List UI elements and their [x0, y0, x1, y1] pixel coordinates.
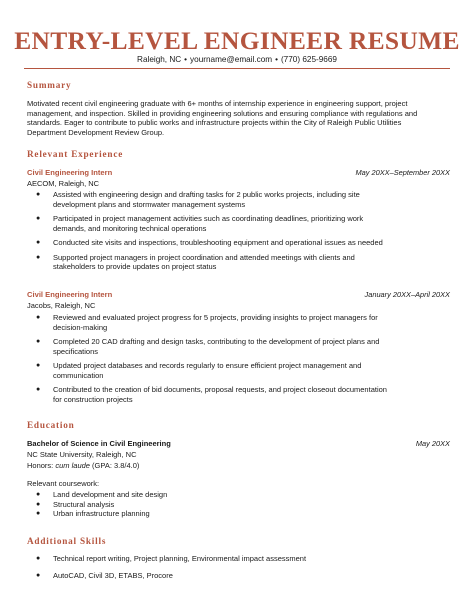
- contact-phone: (770) 625-9669: [280, 55, 337, 64]
- bullet-text: Land development and site design: [53, 490, 168, 499]
- bullet-text: communication: [53, 370, 104, 380]
- contact-separator: •: [184, 55, 188, 64]
- bullet-text: Completed 20 CAD drafting and design tasks, contributing to the development of project plans and: [53, 337, 380, 346]
- summary-line: management, and inspection. Skilled in providing engineering solutions and ensuring compliance with regulations and: [27, 108, 418, 118]
- bullet-text: Participated in project management activities such as coordinating deadlines, prioritizing work: [53, 214, 364, 223]
- coursework-item: [36, 490, 436, 500]
- bullet-text: demands, and monitoring technical operations: [53, 223, 207, 233]
- resume-title: ENTRY-LEVEL ENGINEER RESUME: [14, 26, 460, 55]
- job-bullet: [36, 385, 436, 404]
- bullet-icon: ●: [36, 571, 41, 579]
- job-bullets: [36, 190, 436, 272]
- bullet-icon: ●: [36, 338, 41, 345]
- skills-heading: Additional Skills: [27, 536, 107, 546]
- job-dates: May 20XX–September 20XX: [355, 168, 450, 177]
- bullet-icon: ●: [36, 191, 41, 198]
- education-heading: Education: [27, 420, 75, 430]
- bullet-text: Reviewed and evaluated project progress for 5 projects, providing insights to project managers for: [53, 313, 378, 322]
- bullet-icon: ●: [36, 253, 41, 261]
- bullet-text: decision-making: [53, 322, 108, 332]
- bullet-icon: ●: [36, 215, 41, 222]
- bullet-text: specifications: [53, 346, 99, 356]
- job-bullet: [36, 214, 436, 233]
- skill-item: [36, 571, 436, 581]
- honors-value: cum laude: [55, 461, 90, 470]
- bullet-icon: ●: [36, 500, 41, 508]
- bullet-icon: ●: [36, 314, 41, 321]
- job-bullets: [36, 313, 436, 404]
- bullet-text: Assisted with engineering design and drafting tasks for 2 public works projects, including site: [53, 190, 360, 199]
- bullet-text: stakeholders to provide updates on project status: [53, 262, 217, 271]
- summary-line: Department Development Review Group.: [27, 127, 165, 137]
- skills-list: [36, 554, 436, 580]
- job-bullet: [36, 238, 436, 248]
- bullet-icon: ●: [36, 555, 41, 562]
- bullet-text: Technical report writing, Project planning, Environmental impact assessment: [53, 554, 307, 563]
- summary-paragraph: [27, 99, 447, 137]
- experience-heading: Relevant Experience: [27, 149, 124, 159]
- coursework-list: [36, 490, 436, 519]
- coursework-item: [36, 500, 436, 510]
- coursework-item: [36, 509, 436, 519]
- bullet-icon: ●: [36, 362, 41, 369]
- summary-line: Motivated recent civil engineering graduate with 6+ months of internship experience in engineering support, project: [27, 99, 408, 108]
- header-divider: [24, 68, 450, 69]
- bullet-text: Updated project databases and records regularly to ensure efficient project management and: [53, 361, 362, 370]
- bullet-text: Conducted site visits and inspections, troubleshooting equipment and operational issues as needed: [53, 238, 383, 247]
- bullet-icon: ●: [36, 386, 41, 393]
- job-bullet: [36, 313, 436, 332]
- job-title: Civil Engineering Intern: [27, 168, 113, 177]
- gpa-value: (GPA: 3.8/4.0): [89, 461, 140, 470]
- job-company: Jacobs, Raleigh, NC: [27, 301, 96, 310]
- bullet-text: for construction projects: [53, 394, 133, 404]
- school-name: NC State University, Raleigh, NC: [27, 450, 137, 459]
- degree-date: May 20XX: [415, 439, 450, 448]
- job-bullet: [36, 361, 436, 380]
- job-bullet: [36, 253, 436, 272]
- job-title: Civil Engineering Intern: [27, 290, 113, 299]
- bullet-text: Contributed to the creation of bid documents, proposal requests, and project closeout documentation: [53, 385, 387, 394]
- summary-line: standards. Eager to contribute to public works and infrastructure projects within the City of Raleigh Public Utilities: [27, 118, 402, 127]
- job-bullet: [36, 190, 436, 209]
- bullet-text: AutoCAD, Civil 3D, ETABS, Procore: [53, 570, 173, 580]
- bullet-icon: ●: [36, 491, 41, 498]
- bullet-icon: ●: [36, 239, 41, 246]
- summary-heading: Summary: [27, 80, 72, 90]
- coursework-label: Relevant coursework:: [27, 479, 100, 488]
- job-company: AECOM, Raleigh, NC: [27, 179, 100, 188]
- bullet-text: Supported project managers in project coordination and attended meetings with clients and: [53, 252, 355, 262]
- job-bullet: [36, 337, 436, 356]
- contact-line: [0, 55, 474, 64]
- bullet-text: development plans and stormwater management systems: [53, 199, 246, 209]
- bullet-icon: ●: [36, 510, 41, 517]
- degree-name: Bachelor of Science in Civil Engineering: [27, 439, 171, 448]
- contact-separator: •: [275, 55, 278, 64]
- honors-line: [27, 461, 139, 470]
- contact-location: Raleigh, NC: [137, 55, 182, 64]
- bullet-text: Structural analysis: [53, 499, 115, 509]
- contact-email: yourname@email.com: [190, 55, 273, 64]
- job-dates: January 20XX–April 20XX: [364, 290, 450, 299]
- honors-label: Honors:: [27, 461, 56, 470]
- bullet-text: Urban infrastructure planning: [53, 509, 150, 518]
- skill-item: [36, 554, 436, 564]
